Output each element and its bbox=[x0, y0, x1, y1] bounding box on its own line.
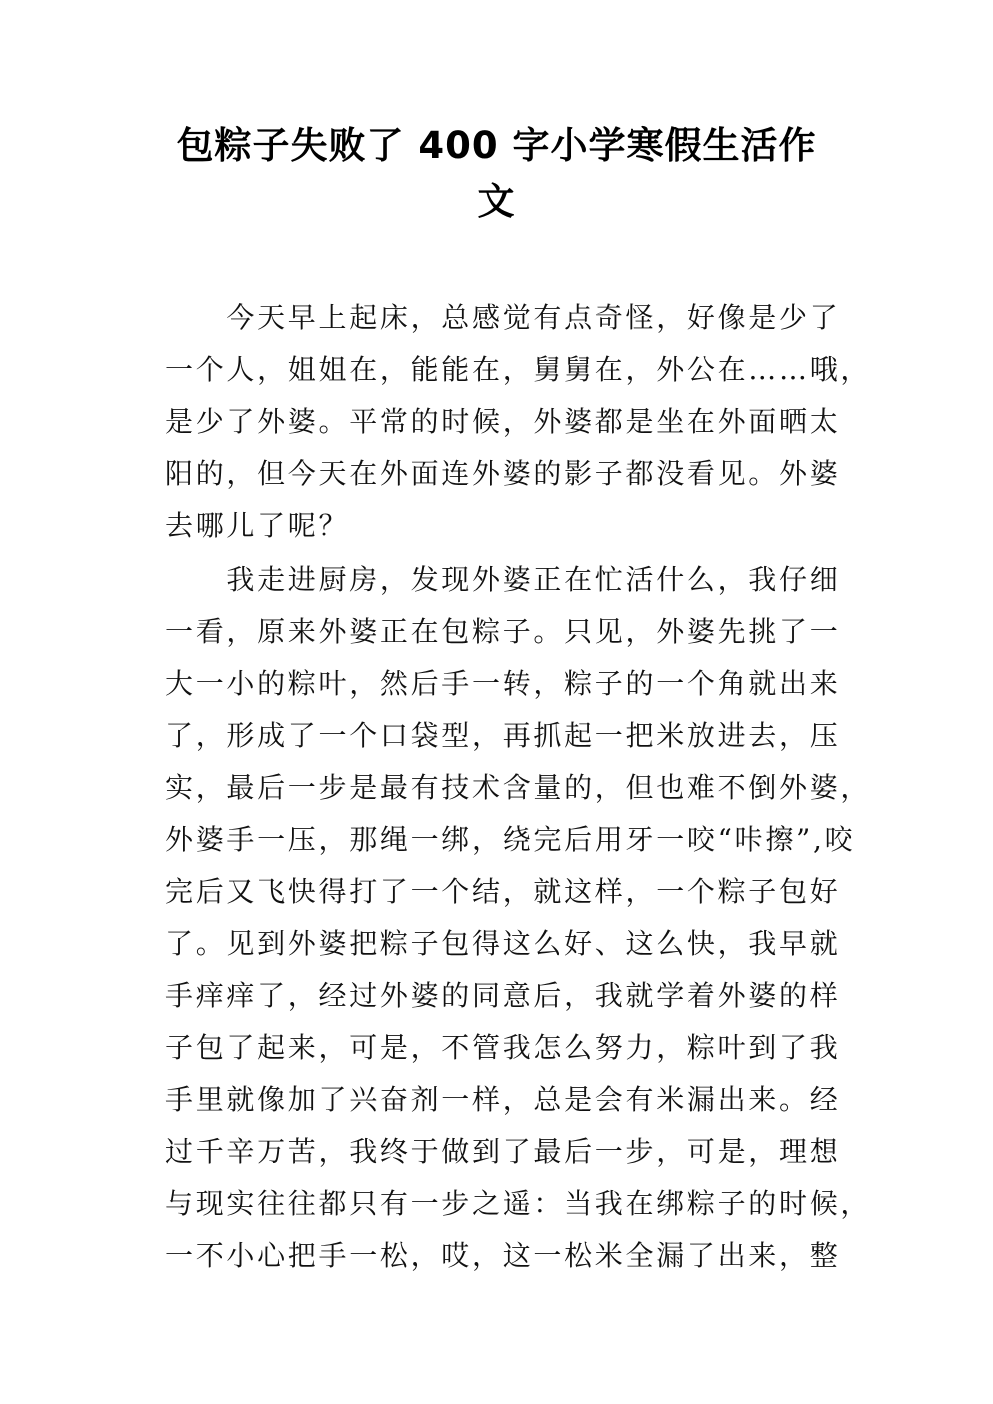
paragraph-1-line-4: 阳的，但今天在外面连外婆的影子都没看见。外婆 bbox=[165, 457, 841, 490]
paragraph-2-line-11: 手里就像加了兴奋剂一样，总是会有米漏出来。经 bbox=[165, 1083, 841, 1116]
paragraph-2-line-10: 子包了起来，可是，不管我怎么努力，粽叶到了我 bbox=[165, 1031, 841, 1064]
paragraph-1-line-5: 去哪儿了呢？ bbox=[165, 509, 350, 542]
paragraph-2-line-14: 一不小心把手一松，哎，这一松米全漏了出来，整 bbox=[165, 1239, 841, 1272]
title-line-1: 包粽子失败了 400 字小学寒假生活作 bbox=[176, 124, 817, 167]
paragraph-2-line-1: 我走进厨房，发现外婆正在忙活什么，我仔细 bbox=[165, 563, 841, 596]
paragraph-2-line-12: 过千辛万苦，我终于做到了最后一步，可是，理想 bbox=[165, 1135, 841, 1168]
paragraph-2-line-3: 大一小的粽叶，然后手一转，粽子的一个角就出来 bbox=[165, 667, 841, 700]
paragraph-2-line-6: 外婆手一压，那绳一绑，绕完后用牙一咬“咔擦”,咬 bbox=[165, 823, 856, 856]
paragraph-2-line-13: 与现实往往都只有一步之遥：当我在绑粽子的时候， bbox=[165, 1187, 872, 1220]
paragraph-1-line-2: 一个人，姐姐在，能能在，舅舅在，外公在……哦， bbox=[165, 353, 872, 386]
paragraph-2-line-7: 完后又飞快得打了一个结，就这样，一个粽子包好 bbox=[165, 875, 841, 908]
paragraph-1-line-3: 是少了外婆。平常的时候，外婆都是坐在外面晒太 bbox=[165, 405, 841, 438]
paragraph-2-line-2: 一看，原来外婆正在包粽子。只见，外婆先挑了一 bbox=[165, 615, 841, 648]
paragraph-2-line-5: 实，最后一步是最有技术含量的，但也难不倒外婆， bbox=[165, 771, 872, 804]
paragraph-1-line-1: 今天早上起床，总感觉有点奇怪，好像是少了 bbox=[165, 301, 841, 334]
paragraph-2-line-9: 手痒痒了，经过外婆的同意后，我就学着外婆的样 bbox=[165, 979, 841, 1012]
paragraph-2-line-4: 了，形成了一个口袋型，再抓起一把米放进去，压 bbox=[165, 719, 841, 752]
paragraph-2-line-8: 了。见到外婆把粽子包得这么好、这么快，我早就 bbox=[165, 927, 841, 960]
title-line-2: 文 bbox=[477, 180, 516, 223]
document-title bbox=[160, 118, 833, 230]
